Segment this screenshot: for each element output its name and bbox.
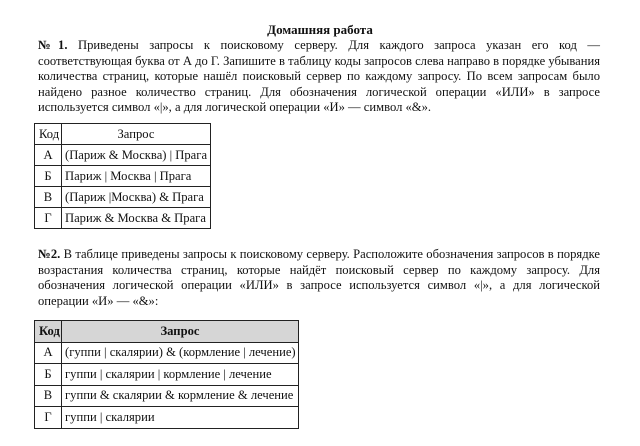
column-header-code: Код [35, 124, 62, 145]
row-query: (Париж & Москва) | Прага [62, 145, 211, 166]
table-row [35, 407, 299, 429]
row-code: А [35, 342, 62, 364]
task1-number: №1. [38, 38, 68, 52]
task1-paragraph [38, 38, 600, 116]
column-header-code: Код [35, 321, 62, 343]
row-query: (гуппи | скалярии) & (кормление | лечение) [62, 342, 299, 364]
task2-paragraph [38, 247, 600, 309]
row-code: Г [35, 407, 62, 429]
row-query: Париж & Москва & Прага [62, 208, 211, 229]
table-row [35, 187, 211, 208]
table-header-row [35, 321, 299, 343]
row-query: гуппи | скалярии | кормление | лечение [62, 364, 299, 386]
table-row [35, 364, 299, 386]
row-query: (Париж |Москва) & Прага [62, 187, 211, 208]
table-row [35, 145, 211, 166]
task1-table [34, 123, 211, 229]
table-header-row [35, 124, 211, 145]
row-query: гуппи | скалярии [62, 407, 299, 429]
row-query: Париж | Москва | Прага [62, 166, 211, 187]
table-row [35, 342, 299, 364]
row-query: гуппи & скалярии & кормление & лечение [62, 385, 299, 407]
table-row [35, 385, 299, 407]
row-code: В [35, 385, 62, 407]
page-title: Домашняя работа [267, 22, 373, 37]
column-header-query: Запрос [62, 321, 299, 343]
row-code: В [35, 187, 62, 208]
column-header-query: Запрос [62, 124, 211, 145]
task2-number: №2. [38, 247, 61, 261]
row-code: Б [35, 364, 62, 386]
task1-text: Приведены запросы к поисковому серверу. Для каждого запроса указан его код — соответствующая буква от А до Г. Запишите в таблицу коды запросов слева направо в порядке убывания количества страниц, которые нашёл поисковый сервер по каждому запросу. По всем запросам было найдено разное количество страниц. Для обозначения логической операции «ИЛИ» в запросе используется символ «|», а для логической операции «И» — символ «&». [38, 38, 600, 115]
row-code: А [35, 145, 62, 166]
table-row [35, 166, 211, 187]
task2-text: В таблице приведены запросы к поисковому серверу. Расположите обозначения запросов в порядке возрастания количества страниц, которые найдёт поисковый сервер по каждому запросу. Для обозначения логической операции «ИЛИ» в запросе используется символ «|», а для логической операции «И» — «&»: [38, 247, 600, 308]
table-row [35, 208, 211, 229]
row-code: Г [35, 208, 62, 229]
row-code: Б [35, 166, 62, 187]
task2-table [34, 320, 299, 429]
